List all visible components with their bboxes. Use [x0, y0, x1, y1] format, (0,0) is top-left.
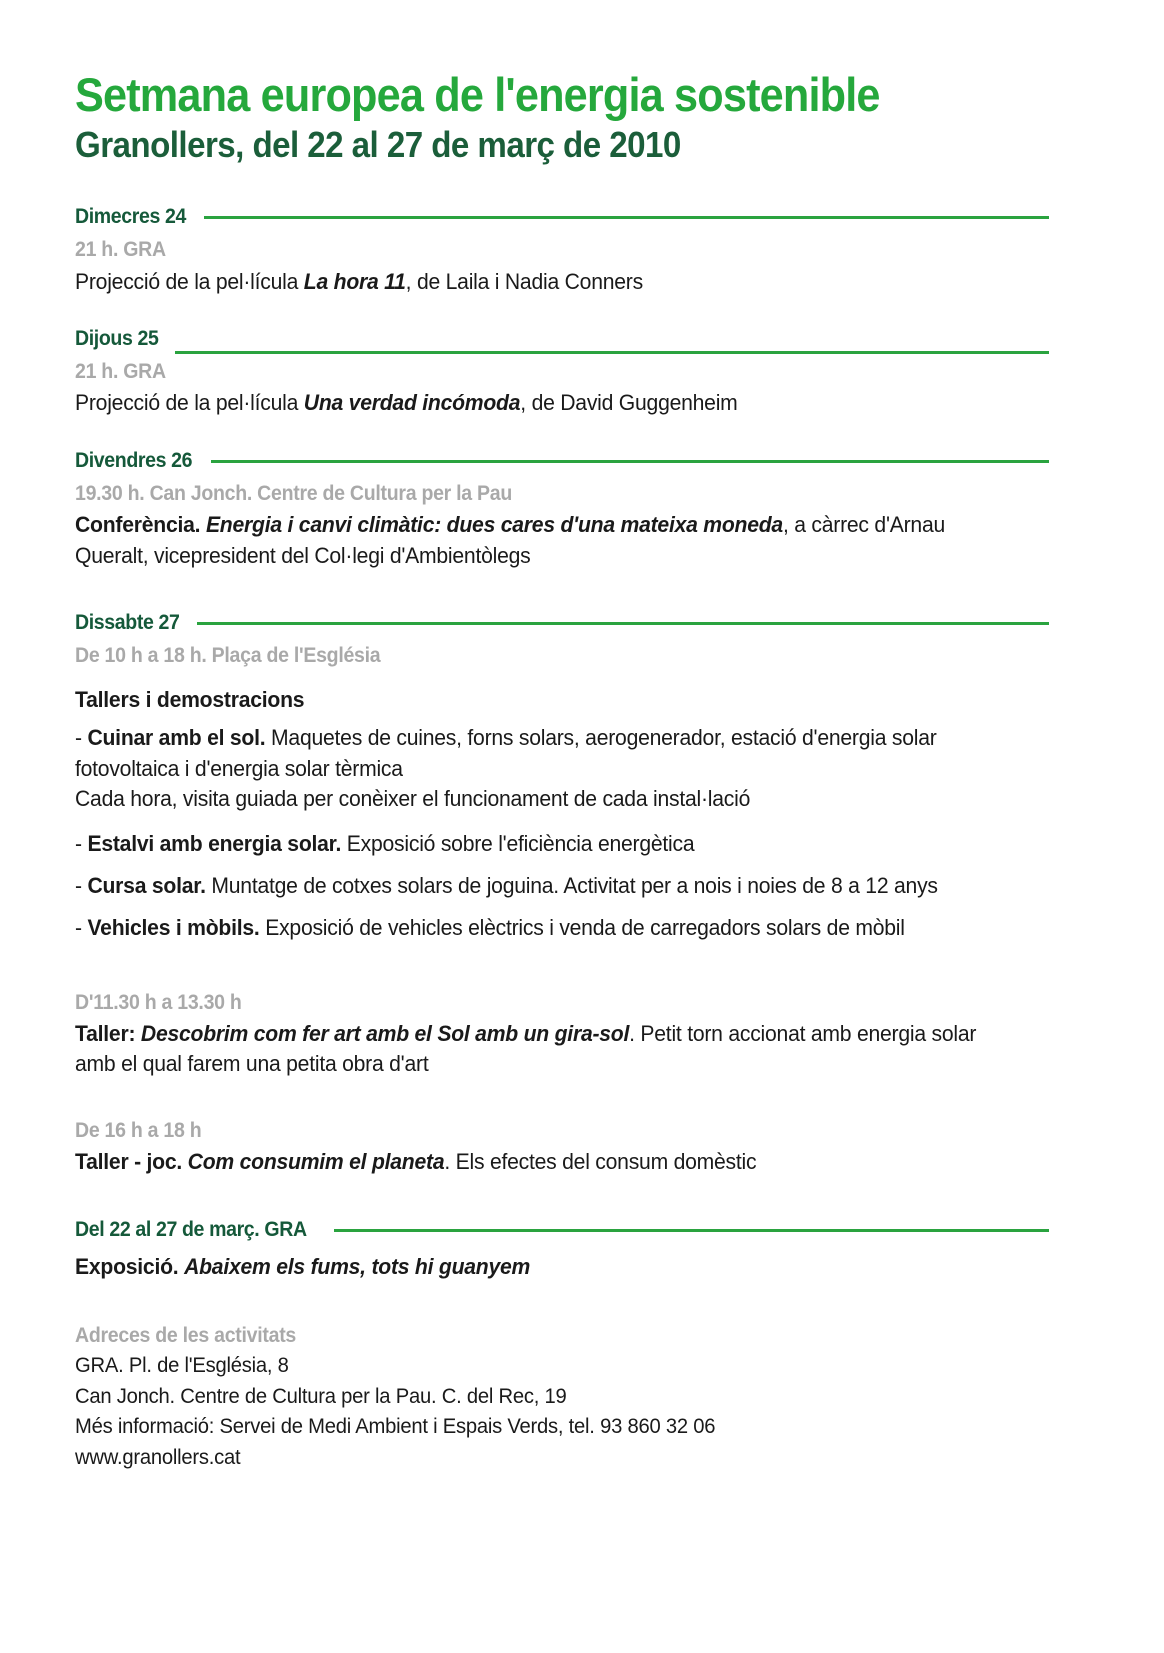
section-dijous-25 — [75, 327, 1049, 419]
section-dimecres-24 — [75, 205, 1049, 297]
desc-tail: , de Laila i Nadia Conners — [405, 268, 643, 294]
day-rule — [334, 1229, 1049, 1232]
spacer — [75, 575, 1049, 611]
day-header-exposicio — [75, 1218, 1049, 1242]
item-extra: Cada hora, visita guiada per conèixer el funcionament de cada instal·lació — [75, 786, 751, 812]
day-label: Divendres 26 — [75, 448, 193, 472]
desc-tail: . Els efectes del consum domèstic — [444, 1149, 757, 1175]
section-dissabte-27 — [75, 611, 1049, 944]
list-item — [75, 913, 991, 943]
item-name: Cursa solar. — [87, 872, 206, 898]
list-item — [75, 723, 991, 814]
desc-tail: , a càrrec d'Arnau Queralt, vicepresident del Col·legi d'Ambientòlegs — [75, 512, 946, 568]
footer-label: Adreces de les activitats — [75, 1324, 297, 1348]
item-name: Estalvi amb energia solar. — [87, 830, 342, 856]
desc-lead: Projecció de la pel·lícula — [75, 268, 304, 294]
list-item — [75, 829, 991, 859]
dash-marker: - — [75, 915, 88, 941]
footer-line-website[interactable]: www.granollers.cat — [75, 1444, 241, 1469]
spacer — [75, 1084, 1049, 1110]
day-label: Dissabte 27 — [75, 610, 180, 634]
dash-marker: - — [75, 725, 88, 751]
day-rule — [197, 622, 1049, 625]
desc-tail: , de David Guggenheim — [520, 390, 738, 416]
desc-lead: Taller - joc. — [75, 1149, 188, 1175]
desc-title: Abaixem els fums, tots hi guanyem — [184, 1253, 531, 1279]
page-title: Setmana europea de l'energia sostenible — [75, 68, 880, 121]
section-taller-tarda — [75, 1116, 1049, 1178]
event-meta: 21 h. GRA — [75, 359, 166, 383]
day-rule — [204, 216, 1049, 219]
item-name: Cuinar amb el sol. — [87, 725, 266, 751]
item-desc: Muntatge de cotxes solars de joguina. Activitat per a nois i noies de 8 a 12 anys — [205, 872, 938, 898]
event-meta: 21 h. GRA — [75, 238, 166, 262]
spacer — [75, 956, 1049, 982]
desc-lead: Taller: — [75, 1021, 141, 1047]
workshops-list — [75, 723, 1049, 943]
event-description — [75, 1147, 991, 1177]
section-taller-mati — [75, 988, 1049, 1080]
footer-addresses — [75, 1324, 1049, 1472]
desc-lead: Exposició. — [75, 1253, 185, 1279]
event-description — [75, 388, 991, 418]
desc-title: La hora 11 — [303, 268, 406, 294]
day-header-dijous — [75, 327, 1049, 351]
dash-marker: - — [75, 872, 88, 898]
spacer — [75, 1182, 1049, 1218]
masthead — [75, 70, 1049, 165]
item-desc: Exposició sobre l'eficiència energètica — [341, 830, 695, 856]
day-label: Dijous 25 — [75, 326, 159, 350]
day-rule — [211, 460, 1049, 463]
desc-title: Energia i canvi climàtic: dues cares d'una mateixa moneda — [205, 512, 783, 538]
event-description — [75, 267, 991, 297]
section-exposicio — [75, 1218, 1049, 1282]
event-meta: D'11.30 h a 13.30 h — [75, 990, 242, 1014]
desc-title: Descobrim com fer art amb el Sol amb un gira-sol — [140, 1021, 630, 1047]
event-description — [75, 1019, 991, 1080]
desc-lead: Projecció de la pel·lícula — [75, 390, 304, 416]
section-divendres-26 — [75, 449, 1049, 571]
event-description — [75, 1252, 991, 1282]
day-header-dimecres — [75, 205, 1049, 229]
event-meta: De 16 h a 18 h — [75, 1118, 202, 1142]
item-desc: Exposició de vehicles elèctrics i venda de carregadors solars de mòbil — [259, 915, 905, 941]
spacer — [75, 301, 1049, 327]
day-label: Del 22 al 27 de març. GRA — [75, 1217, 307, 1241]
event-meta: 19.30 h. Can Jonch. Centre de Cultura per la Pau — [75, 481, 513, 505]
spacer — [75, 423, 1049, 449]
event-description — [75, 510, 991, 571]
workshops-subhead: Tallers i demostracions — [75, 687, 305, 713]
desc-title: Com consumim el planeta — [187, 1149, 445, 1175]
page-subtitle: Granollers, del 22 al 27 de març de 2010 — [75, 123, 681, 165]
desc-tail: . Petit torn accionat amb energia solar amb el qual farem una petita obra d'art — [75, 1021, 977, 1077]
footer-line-info: Més informació: Servei de Medi Ambient i Espais Verds, tel. 93 860 32 06 — [75, 1414, 716, 1439]
item-desc: Maquetes de cuines, forns solars, aerogenerador, estació d'energia solar fotovoltaica i d'energia solar tèrmica — [75, 725, 937, 781]
day-rule — [175, 351, 1049, 354]
desc-lead: Conferència. — [75, 512, 206, 538]
item-name: Vehicles i mòbils. — [87, 915, 260, 941]
dash-marker: - — [75, 830, 88, 856]
day-label: Dimecres 24 — [75, 205, 187, 229]
list-item — [75, 871, 991, 901]
desc-title: Una verdad incómoda — [303, 390, 521, 416]
footer-line-can-jonch: Can Jonch. Centre de Cultura per la Pau. C. del Rec, 19 — [75, 1383, 567, 1408]
event-meta: De 10 h a 18 h. Plaça de l'Església — [75, 643, 381, 667]
day-header-dissabte — [75, 611, 1049, 635]
footer-line-gra: GRA. Pl. de l'Església, 8 — [75, 1353, 289, 1378]
day-header-divendres — [75, 449, 1049, 473]
